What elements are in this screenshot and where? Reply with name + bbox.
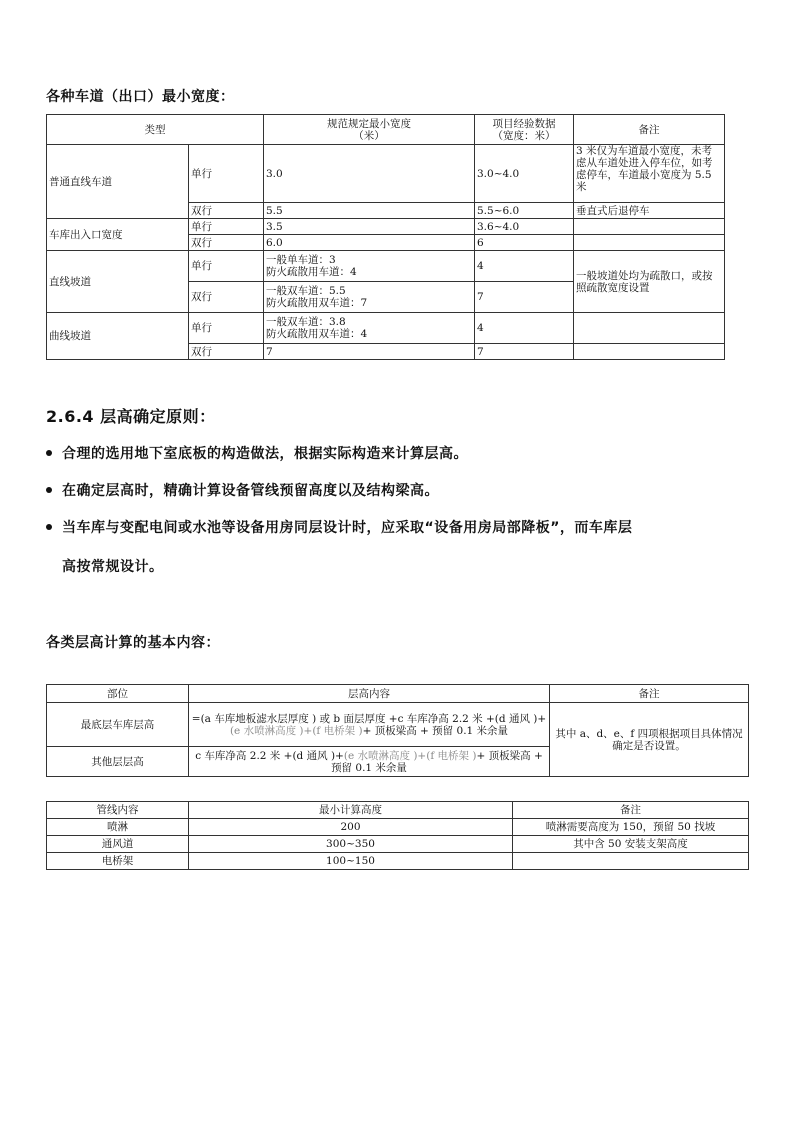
header-spec-width: 规范规定最小宽度 （米） xyxy=(264,115,475,145)
direction-cell: 双行 xyxy=(189,203,264,219)
group-name: 曲线坡道 xyxy=(47,313,189,360)
spec-cell: 3.0 xyxy=(264,145,475,203)
content-part: c 车库净高 2.2 米 +(d 通风 )+ xyxy=(195,749,344,762)
direction-cell: 双行 xyxy=(189,235,264,251)
content-optional-part: (e 水喷淋高度 )+(f 电桥架 ) xyxy=(343,749,477,762)
spec-cell: 7 xyxy=(264,344,475,360)
note-cell: 垂直式后退停车 xyxy=(574,203,725,219)
note-cell: 3 米仅为车道最小宽度，未考虑从车道处进入停车位，如考虑停车，车道最小宽度为 5.5 米 xyxy=(574,145,725,203)
note-cell xyxy=(574,235,725,251)
bullet-text: 在确定层高时，精确计算设备管线预留高度以及结构梁高。 xyxy=(62,483,439,499)
bullet-text: 合理的选用地下室底板的构造做法，根据实际构造来计算层高。 xyxy=(62,446,468,462)
table2-title: 各类层高计算的基本内容： xyxy=(46,635,220,651)
header-note: 备注 xyxy=(574,115,725,145)
content-cell xyxy=(189,747,550,777)
row-name: 最底层车库层高 xyxy=(47,703,189,747)
direction-cell: 双行 xyxy=(189,282,264,313)
item-cell: 通风道 xyxy=(47,836,189,853)
content-optional-part: (e 水喷淋高度 )+(f 电桥架 ) xyxy=(229,724,363,737)
header-content: 层高内容 xyxy=(189,685,550,703)
direction-cell: 单行 xyxy=(189,219,264,235)
direction-cell: 双行 xyxy=(189,344,264,360)
direction-cell: 单行 xyxy=(189,313,264,344)
header-min-height: 最小计算高度 xyxy=(189,802,513,819)
spec-cell: 6.0 xyxy=(264,235,475,251)
header-note: 备注 xyxy=(513,802,749,819)
note-cell: 喷淋需要高度为 150，预留 50 找坡 xyxy=(513,819,749,836)
exp-cell: 5.5~6.0 xyxy=(475,203,574,219)
spec-cell: 3.5 xyxy=(264,219,475,235)
bullet-icon xyxy=(46,450,52,456)
direction-cell: 单行 xyxy=(189,251,264,282)
bullet-text-continued: 高按常规设计。 xyxy=(62,559,164,575)
content-part: =(a 车库地板滤水层厚度 ) 或 b 面层厚度 +c 车库净高 2.2 米 +(d 通风 )+ xyxy=(191,712,547,725)
lane-width-table xyxy=(46,114,725,360)
header-item: 管线内容 xyxy=(47,802,189,819)
exp-cell: 7 xyxy=(475,344,574,360)
exp-cell: 4 xyxy=(475,313,574,344)
exp-cell: 6 xyxy=(475,235,574,251)
group-name: 普通直线车道 xyxy=(47,145,189,219)
content-cell xyxy=(189,703,550,747)
note-cell: 其中含 50 安装支架高度 xyxy=(513,836,749,853)
content-part: + 顶板梁高 + 预留 0.1 米余量 xyxy=(362,724,509,737)
group-name: 车库出入口宽度 xyxy=(47,219,189,251)
exp-cell: 4 xyxy=(475,251,574,282)
note-cell xyxy=(574,219,725,235)
bullet-text: 当车库与变配电间或水池等设备用房同层设计时，应采取“设备用房局部降板”，而车库层 xyxy=(62,520,633,536)
height-cell: 300~350 xyxy=(189,836,513,853)
note-cell xyxy=(574,313,725,344)
spec-cell: 一般单车道：3 防火疏散用车道：4 xyxy=(264,251,475,282)
note-cell: 其中 a、d、e、f 四项根据项目具体情况确定是否设置。 xyxy=(550,703,749,777)
item-cell: 喷淋 xyxy=(47,819,189,836)
header-note: 备注 xyxy=(550,685,749,703)
header-experience: 项目经验数据 （宽度：米） xyxy=(475,115,574,145)
direction-cell: 单行 xyxy=(189,145,264,203)
note-cell xyxy=(513,853,749,870)
header-location: 部位 xyxy=(47,685,189,703)
height-cell: 200 xyxy=(189,819,513,836)
group-name: 直线坡道 xyxy=(47,251,189,313)
note-cell xyxy=(574,344,725,360)
item-cell: 电桥架 xyxy=(47,853,189,870)
spec-cell: 5.5 xyxy=(264,203,475,219)
exp-cell: 3.6~4.0 xyxy=(475,219,574,235)
row-name: 其他层层高 xyxy=(47,747,189,777)
section-title: 2.6.4 层高确定原则： xyxy=(46,407,216,426)
spec-cell: 一般双车道：5.5 防火疏散用双车道：7 xyxy=(264,282,475,313)
pipeline-height-table xyxy=(46,801,749,870)
bullet-icon xyxy=(46,487,52,493)
height-cell: 100~150 xyxy=(189,853,513,870)
exp-cell: 7 xyxy=(475,282,574,313)
bullet-icon xyxy=(46,524,52,530)
content-part: + 顶板梁高 + 预留 0.1 米余量 xyxy=(331,749,543,774)
exp-cell: 3.0~4.0 xyxy=(475,145,574,203)
table1-title: 各种车道（出口）最小宽度： xyxy=(46,89,235,105)
header-type: 类型 xyxy=(47,115,264,145)
spec-cell: 一般双车道：3.8 防火疏散用双车道：4 xyxy=(264,313,475,344)
note-cell: 一般坡道处均为疏散口，或按照疏散宽度设置 xyxy=(574,251,725,313)
floor-height-table xyxy=(46,684,749,777)
